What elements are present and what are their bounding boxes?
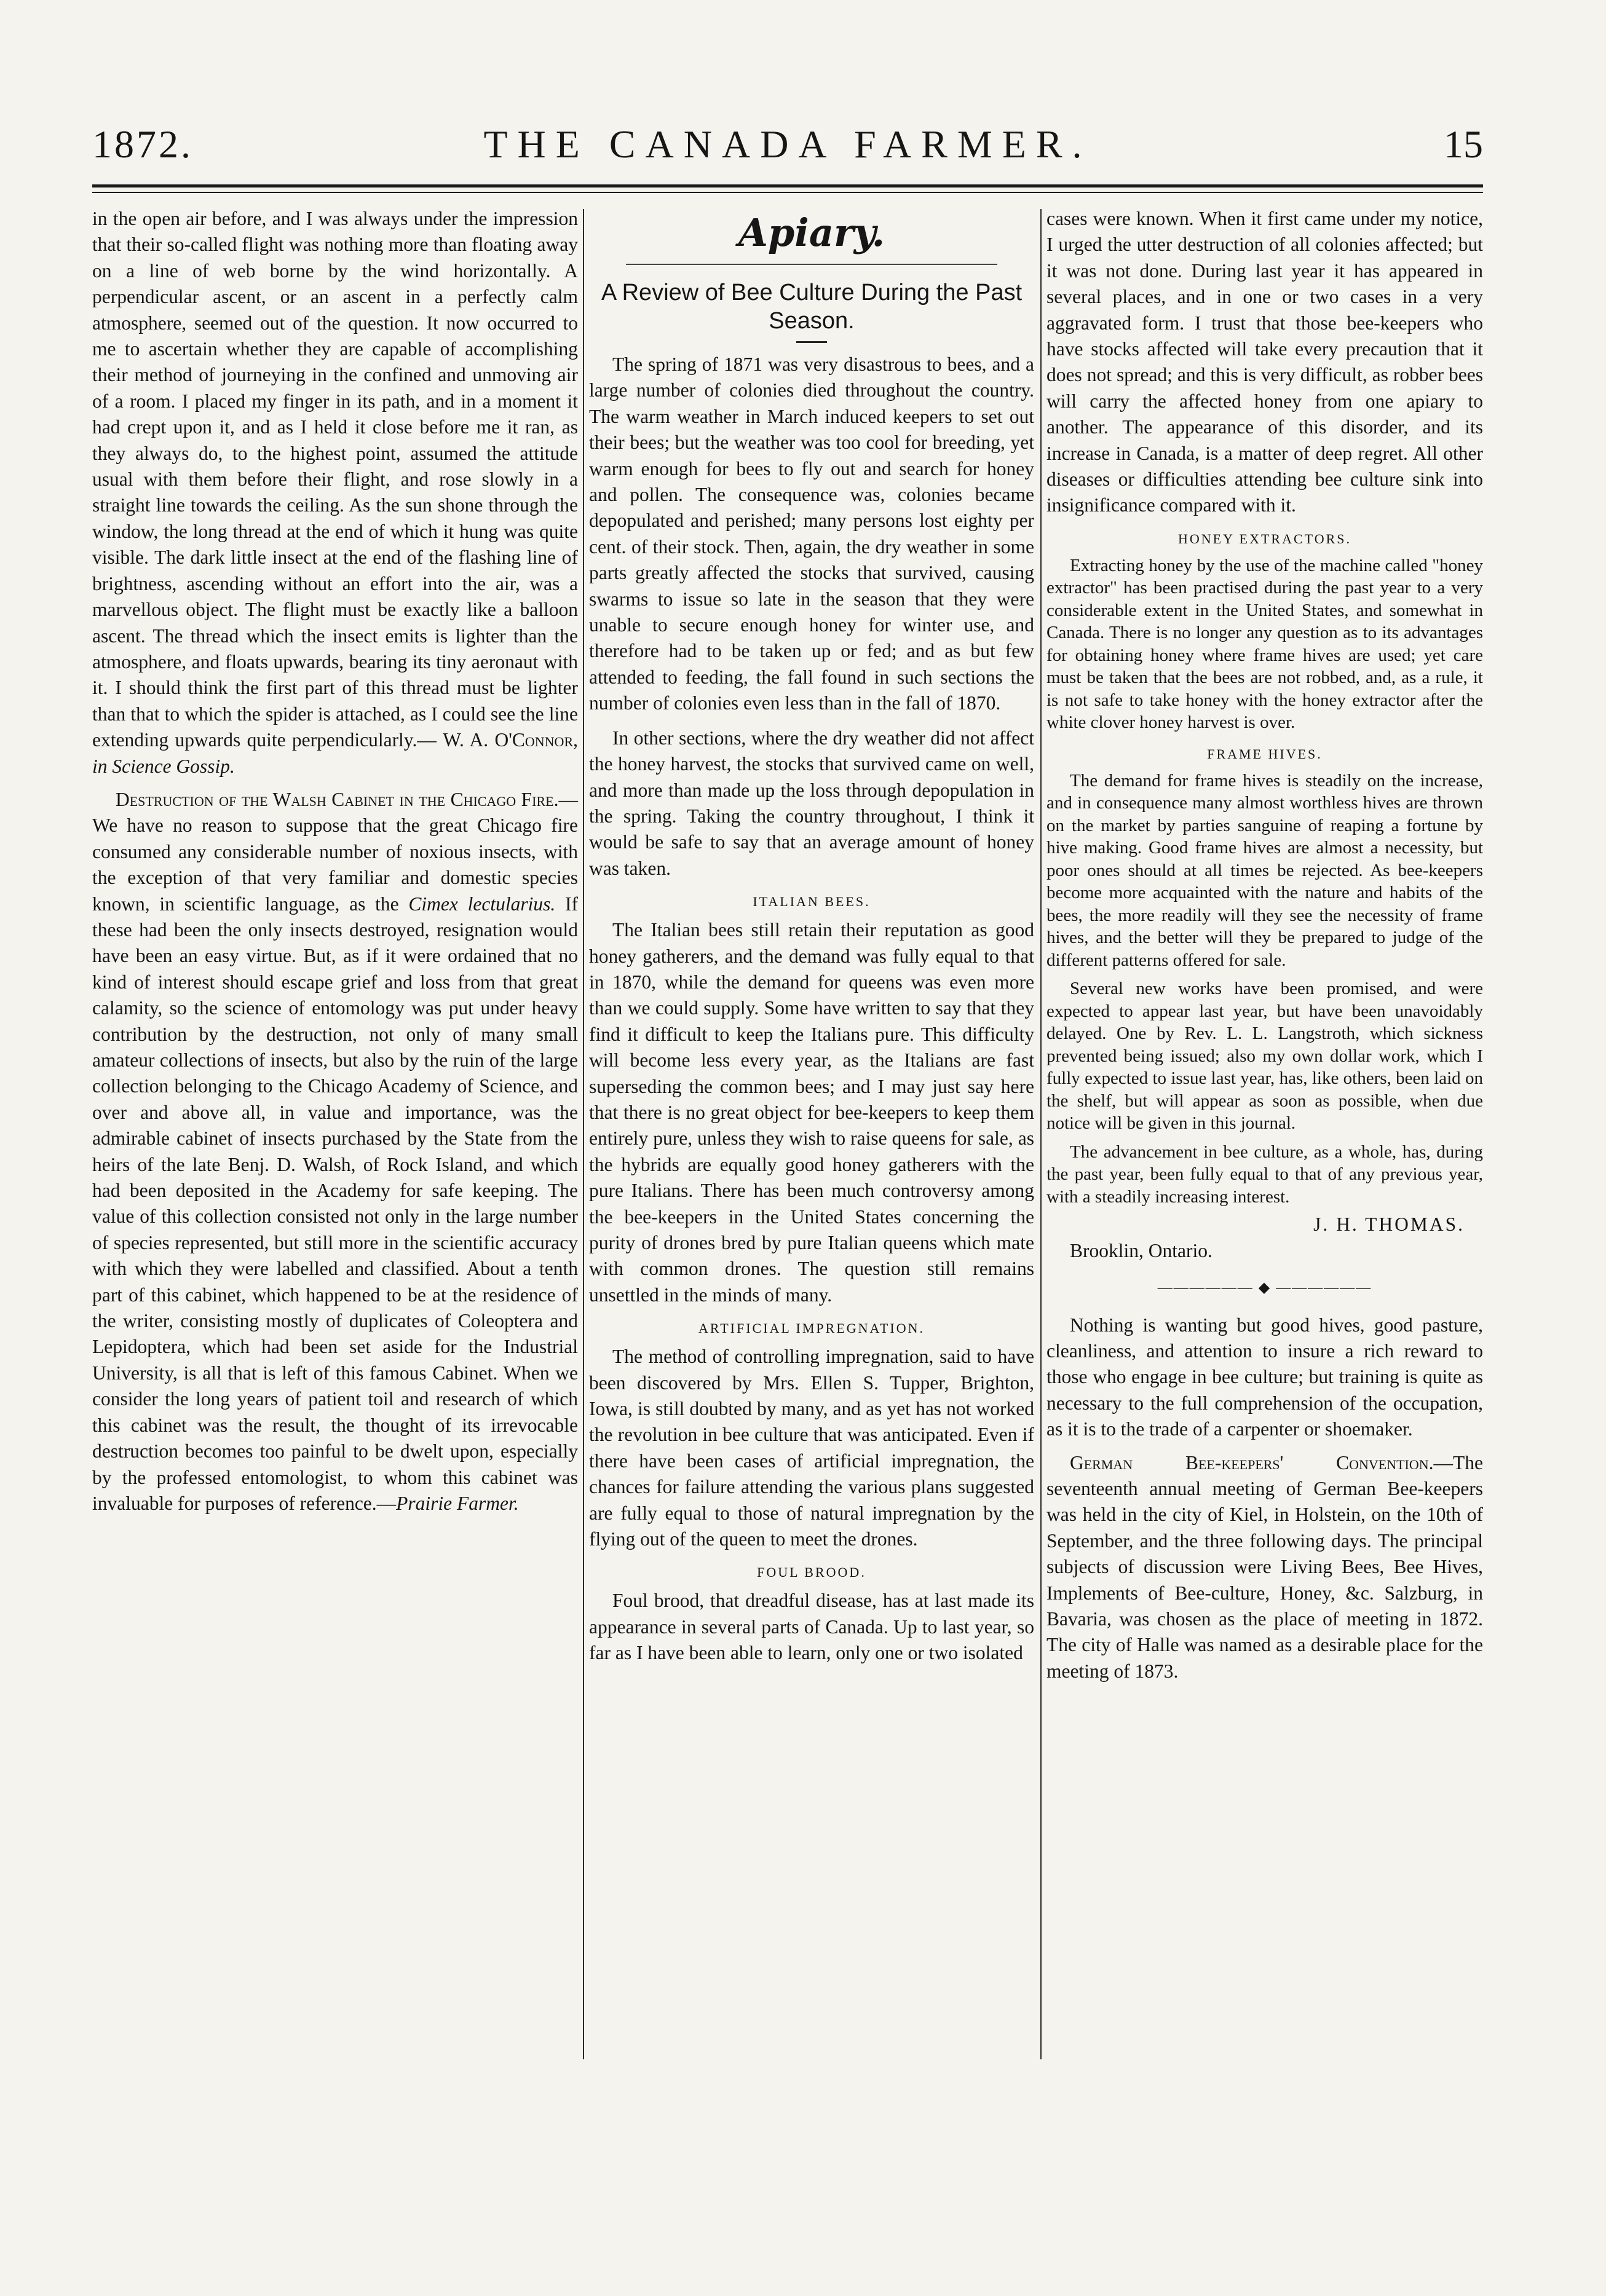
spider-article-source: in Science Gossip. (92, 755, 235, 777)
subheading-artificial-impregnation: ARTIFICIAL IMPREGNATION. (698, 1320, 925, 1336)
honey-extractors-paragraph: Extracting honey by the use of the machine called "honey extractor" has been practised during the past year to a very considerable extent in the United States, and somewhat in Canada. There is no longer any question as to its advantages for obtaining honey where frame hives are used; yet care must be taken that the bees are not robbed, and, as a rule, it is not safe to take honey with the honey extractor after the white clover honey harvest is over. (1046, 555, 1483, 733)
masthead-rule-thick (92, 184, 1483, 187)
page-number: 15 (1444, 122, 1483, 166)
column-divider-2 (1040, 209, 1042, 2059)
column-1 (92, 206, 578, 1517)
section-ornament: —————— ◆ —————— (1157, 1280, 1372, 1296)
masthead (92, 122, 1483, 183)
walsh-cabinet-article (92, 787, 578, 1517)
walsh-cabinet-text-b: If these had been the only insects destroyed, resignation would have been an easy virtue. But, as if it were ordained that no kind of interest should escape grief and loss from that great calamity, so the science of entomology was put under heavy contribution by the destruction, not only of many small amateur collections of insects, but also by the ruin of the large collection belonging to the Chicago Academy of Science, and over and above all, in value and importance, was the admirable cabinet of insects purchased by the State from the heirs of the late Benj. D. Walsh, of Rock Island, and which had been deposited in the Academy for safe keeping. The value of this collection consisted not only in the large number of species represented, but still more in the scientific accuracy with which they were labelled and classified. About a tenth part of this cabinet, which happened to be at the residence of the writer, consisting mostly of duplicates of Coleoptera and Lepidoptera, which had been set aside for the Industrial University, is all that is left of this famous Cabinet. When we consider the long years of patient toil and research of which this cabinet was the result, the thought of its irrevocable destruction becomes too painful to be dwelt upon, especially by the professed entomologist, to whom this cabinet was invaluable for purposes of reference.— (92, 893, 579, 1514)
article-title: A Review of Bee Culture During the Past Season. (601, 280, 1023, 334)
issue-year: 1872. (92, 122, 193, 166)
masthead-rule-thin (92, 192, 1483, 193)
spider-article-text (92, 206, 578, 779)
spider-article-author: W. A. O'Connor, (443, 729, 578, 751)
author-signature: J. H. THOMAS. (1313, 1213, 1465, 1236)
new-works-paragraph: Several new works have been promised, and were expected to appear last year, but have been unavoidably delayed. One by Rev. L. L. Langstroth, which sickness prevented being issued; also my own dollar work, which I fully expected to issue last year, has, like others, been laid on the shelf, but will appear as soon as possible, when due notice will be given in this journal. (1046, 979, 1483, 1134)
german-convention-heading: German Bee-keepers' Convention. (1070, 1451, 1434, 1473)
foul-brood-continued: cases were known. When it first came under my notice, I urged the utter destruction of all colonies affected; but it was not done. During last year it has appeared in several places, and in one or two cases in a very aggravated form. I trust that those bee-keepers who have stocks affected will take every precaution that it does not spread; and this is very difficult, as robber bees will carry the affected honey from one apiary to another. The appearance of this disorder, and its increase in Canada, is a matter of deep regret. All other diseases or difficulties attending bee culture sink into insignificance compared with it. (1046, 208, 1483, 516)
bee-review-paragraph-2: In other sections, where the dry weather did not affect the honey harvest, the stocks that survived came on well, and more than made up the loss through depopulation in the spring. Taking the country throughout, I think it would be safe to say that an average amount of honey was taken. (589, 727, 1034, 879)
bee-review-paragraph-1: The spring of 1871 was very disastrous to bees, and a large number of colonies died throughout the country. The warm weather in March induced keepers to set out their bees; but the weather was too cool for breeding, yet warm enough for bees to fly out and search for honey and pollen. The consequence was, colonies became depopulated and perished; many persons lost eighty per cent. of their stock. Then, again, the dry weather in some parts greatly affected the stocks that survived, causing swarms to issue so late in the season that they were unable to secure enough honey for winter use, and therefore had to be taken up or fed; and as but few attended to feeding, the fall found in such sections the number of colonies even less than in the fall of 1870. (589, 353, 1034, 714)
column-2 (589, 206, 1034, 1667)
title-rule (796, 341, 827, 343)
newspaper-title: THE CANADA FARMER. (483, 122, 1092, 166)
walsh-cabinet-source: Prairie Farmer. (396, 1492, 519, 1514)
department-heading: Apiary. (738, 210, 885, 255)
spider-article-body: in the open air before, and I was always under the impression that their so-called flight was nothing more than floating away on a line of web borne by the wind horizontally. A perpendicular ascent, or an ascent in a perfectly calm atmosphere, seemed out of the question. It now occurred to me to ascertain whether they are capable of accomplishing their method of journeying in the confined and unmoving air of a room. I placed my finger in its path, and in a moment it had crept upon it, and as I held it close before me it ran, as they always do, to the highest point, assumed the attitude usual with them before their flight, and rose slowly in a straight line towards the ceiling. As the sun shone through the window, the long thread at the end of which it hung was quite visible. The dark little insect at the end of the flashing line of brightness, ascending without an effort into the air, was a marvellous object. The flight must be exactly like a balloon ascent. The thread which the insect emits is lighter than the atmosphere, and floats upwards, bearing its tiny aeronaut with it. I should think the first part of this thread must be lighter than that to which the spider is attached, as I could see the line extending upwards quite perpendicularly.— (92, 208, 578, 751)
subheading-honey-extractors: HONEY EXTRACTORS. (1177, 531, 1351, 546)
nothing-wanting-paragraph: Nothing is wanting but good hives, good pasture, cleanliness, and attention to insure a rich reward to those who engage in bee culture; but training is quite as necessary to the full comprehension of the occupation, as it is to the trade of a carpenter or shoemaker. (1046, 1314, 1483, 1440)
artificial-impregnation-paragraph: The method of controlling impregnation, said to have been discovered by Mrs. Ellen S. Tupper, Brighton, Iowa, is still doubted by many, and as yet has not worked the revolution in bee culture that was anticipated. Even if there have been cases of artificial impregnation, the chances for failure attending the various plans suggested are fully equal to those of natural impregnation by the flying out of the queen to meet the drones. (589, 1346, 1034, 1550)
column-3 (1046, 206, 1483, 1684)
frame-hives-paragraph: The demand for frame hives is steadily on the increase, and in consequence many almost worthless hives are thrown on the market by parties sanguine of reaping a fortune by hive making. Good frame hives are almost a necessity, but poor ones should at all times be rejected. As bee-keepers become more acquainted with the nature and habits of the bees, the more readily will they see the necessity of frame hives, and the better will they be prepared to judge of the different patterns offered for sale. (1046, 770, 1483, 970)
subheading-italian-bees: ITALIAN BEES. (753, 894, 871, 910)
column-divider-1 (583, 209, 584, 2059)
author-location: Brooklin, Ontario. (1070, 1239, 1212, 1261)
subheading-frame-hives: FRAME HIVES. (1207, 746, 1323, 762)
italian-bees-paragraph: The Italian bees still retain their reputation as good honey gatherers, and the demand was fully equal to that in 1870, while the demand for queens was even more than we could supply. Some have written to say that they find it difficult to keep the Italians pure. This difficulty will become less every year, as the Italians are fast superseding the common bees; and I may just say here that there is no great object for bee-keepers to keep them entirely pure, unless they wish to raise queens for sale, as the hybrids are equally good honey gatherers with the pure Italians. There has been much controversy among the bee-keepers in the United States concerning the purity of drones bred by pure Italian queens which mate with common drones. The question still remains unsettled in the minds of many. (589, 919, 1034, 1306)
department-rule (626, 264, 997, 265)
subheading-foul-brood: FOUL BROOD. (757, 1564, 866, 1580)
german-convention-article (1046, 1450, 1483, 1685)
german-convention-text: —The seventeenth annual meeting of German Bee-keepers was held in the city of Kiel, in Holstein, on the 10th of September, and the three following days. The principal subjects of discussion were Living Bees, Bee Hives, Implements of Bee-culture, Honey, &c. Salzburg, in Bavaria, was chosen as the place of meeting in 1872. The city of Halle was named as a desirable place for the meeting of 1873. (1046, 1451, 1483, 1682)
walsh-cabinet-species: Cimex lectularius. (408, 893, 556, 915)
walsh-cabinet-text-a: —We have no reason to suppose that the great Chicago fire consumed any considerable number of noxious insects, with the exception of that very familiar and domestic species known, in scientific language, as the (92, 788, 578, 915)
foul-brood-paragraph: Foul brood, that dreadful disease, has at last made its appearance in several parts of Canada. Up to last year, so far as I have been able to learn, only one or two isolated (589, 1590, 1034, 1664)
walsh-cabinet-heading: Destruction of the Walsh Cabinet in the Chicago Fire. (116, 788, 559, 810)
advancement-paragraph: The advancement in bee culture, as a whole, has, during the past year, been fully equal to that of any previous year, with a steadily increasing interest. (1046, 1142, 1483, 1207)
